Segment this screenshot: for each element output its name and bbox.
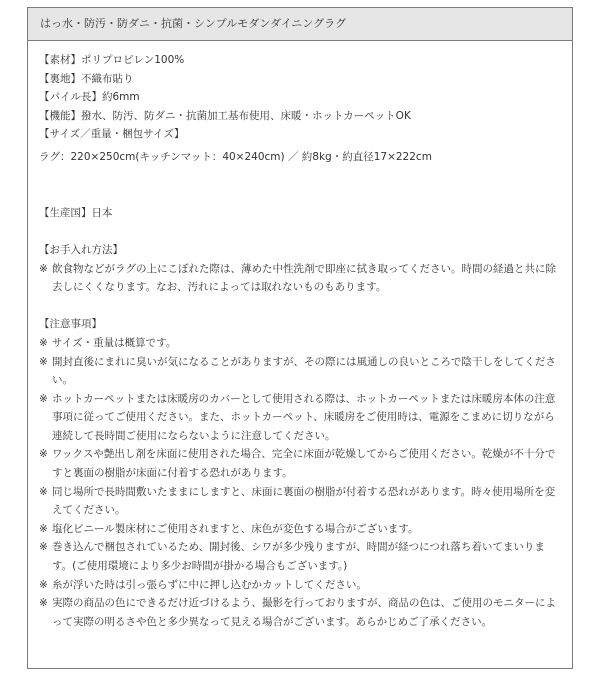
spec-material: 【素材】ポリプロピレン100% — [39, 54, 185, 66]
caution-text: ワックスや艶出し剤を床面に使用された場合、完全に床面が乾燥してからご使用ください。乾燥が不十分ですと裏面の樹脂が床面に付着する恐れがあります。 — [52, 448, 556, 480]
caution-heading: 【注意事項】 — [39, 318, 102, 331]
spec-origin: 【生産国】日本 — [39, 206, 113, 219]
note-mark: ※ — [39, 355, 48, 368]
caution-text: 塩化ビニール製床材にご使用されますと、床色が変色する場合がございます。 — [52, 522, 419, 535]
care-heading: 【お手入れ方法】 — [39, 243, 123, 256]
spacer — [39, 222, 562, 241]
spacer — [39, 297, 562, 316]
product-spec-panel — [27, 7, 573, 669]
caution-item — [39, 390, 562, 446]
caution-item — [39, 445, 562, 482]
caution-item — [39, 353, 562, 390]
note-mark: ※ — [39, 597, 48, 610]
note-mark: ※ — [39, 485, 48, 498]
caution-item — [39, 576, 562, 595]
spec-content — [28, 41, 572, 631]
caution-text: サイズ・重量は概算です。 — [52, 336, 177, 349]
panel-header — [28, 8, 572, 41]
spacer — [39, 167, 562, 186]
caution-text: 開封直後にまれに臭いが気になることがありますが、その際には風通しの良いところで陰干しをしてください。 — [52, 355, 556, 387]
caution-text: 同じ場所で長時間敷いたままにしますと、床面に裏面の樹脂が付着する恐れがあります。時々使用場所を変えてください。 — [52, 485, 556, 517]
caution-text: ホットカーペットまたは床暖房のカバーとして使用される際は、ホットカーペットまたは床暖房本体の注意事項に従ってご使用ください。また、ホットカーペット、床暖房をご使用時は、電源をこまめに切りながら連続して長時間ご使用にならないように注意してください。 — [52, 392, 556, 442]
caution-item — [39, 538, 562, 575]
caution-text: 巻き込んで梱包されているため、開封後、シワが多少残りますが、時間が経つにつれ落ち着いてまいります。(ご使用環境により多少お時間が掛かる場合もございます。) — [52, 541, 545, 573]
caution-text: 糸が浮いた時は引っ張らずに中に押し込むかカットしてください。 — [52, 578, 367, 591]
spec-pile-length: 【パイル長】約6mm — [39, 91, 140, 104]
panel-title: はっ水・防汚・防ダニ・抗菌・シンプルモダンダイニングラグ — [40, 17, 347, 30]
caution-item — [39, 483, 562, 520]
note-mark: ※ — [39, 262, 48, 275]
note-mark: ※ — [39, 541, 48, 554]
spec-size-detail: ラグ：220×250cm(キッチンマット：40×240cm) ／ 約8kg・約直径17×222cm — [39, 150, 432, 163]
caution-item — [39, 594, 562, 631]
note-mark: ※ — [39, 522, 48, 535]
spec-size-heading: 【サイズ／重量・梱包サイズ】 — [39, 128, 185, 141]
spec-backing: 【裏地】不織布貼り — [39, 72, 134, 85]
note-mark: ※ — [39, 336, 48, 349]
caution-text: 実際の商品の色にできるだけ近づけるよう、撮影を行っておりますが、商品の色は、ご使用のモニターによって実際の明るさや色と多少異なって見える場合がございます。あらかじめご了承ください。 — [52, 597, 556, 628]
note-mark: ※ — [39, 448, 48, 461]
spacer — [39, 185, 562, 204]
note-mark: ※ — [39, 392, 48, 405]
spec-function: 【機能】撥水、防汚、防ダニ・抗菌加工基布使用、床暖・ホットカーペットOK — [39, 109, 411, 122]
caution-item — [39, 334, 562, 353]
note-mark: ※ — [39, 578, 48, 591]
care-note — [39, 260, 562, 297]
caution-item — [39, 520, 562, 539]
care-text: 飲食物などがラグの上にこぼれた際は、薄めた中性洗剤で即座に拭き取ってください。時間の経過と共に除去しにくくなります。なお、汚れによっては取れないものもあります。 — [52, 262, 556, 294]
